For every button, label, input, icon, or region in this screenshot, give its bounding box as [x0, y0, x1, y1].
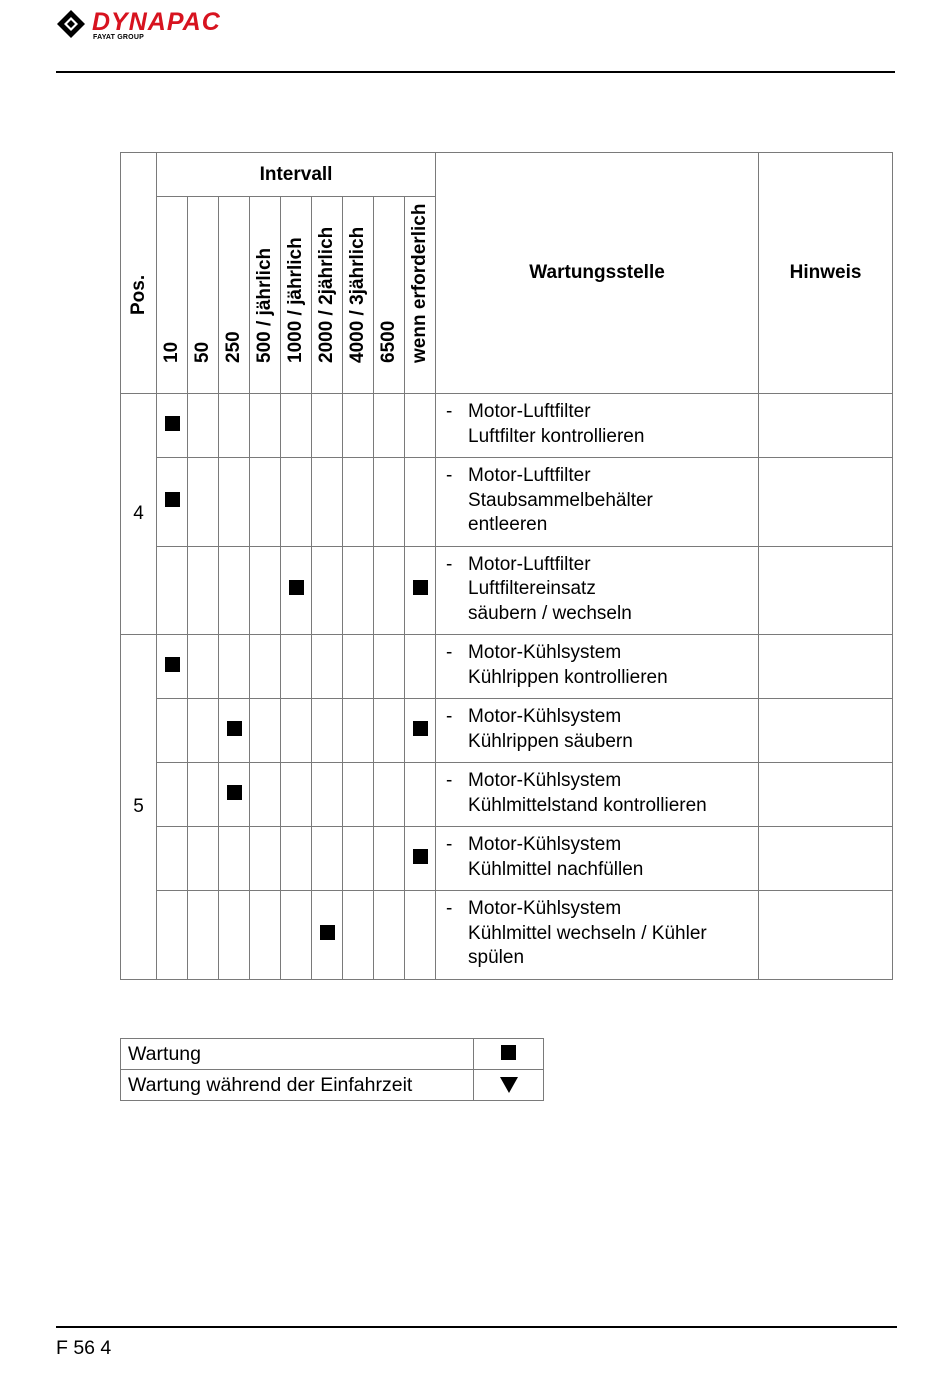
- interval-cell: [374, 891, 405, 980]
- interval-cell: [343, 763, 374, 827]
- interval-cell: [219, 699, 250, 763]
- interval-label: 50: [192, 341, 213, 363]
- service-point-cell: [436, 891, 759, 980]
- interval-cell: [157, 699, 188, 763]
- service-line: spülen: [468, 947, 525, 968]
- dynapac-logo-icon: [56, 9, 86, 39]
- interval-cell: [343, 458, 374, 547]
- table-row: [121, 458, 893, 547]
- interval-cell: [157, 635, 188, 699]
- interval-label: 6500: [378, 320, 399, 363]
- list-dash: -: [446, 642, 453, 663]
- list-dash: -: [446, 553, 453, 575]
- interval-cell: [374, 827, 405, 891]
- interval-cell: [312, 546, 343, 635]
- interval-cell: [157, 546, 188, 635]
- legend-row: [121, 1039, 544, 1070]
- interval-cell: [250, 699, 281, 763]
- brand-logo: [54, 6, 314, 46]
- legend-table: [120, 1038, 544, 1101]
- list-dash: -: [446, 706, 453, 727]
- service-title: Motor-Kühlsystem: [468, 770, 622, 791]
- interval-cell: [312, 699, 343, 763]
- interval-cell: [250, 635, 281, 699]
- legend-row: [121, 1070, 544, 1101]
- service-title: Motor-Kühlsystem: [468, 898, 622, 919]
- interval-cell: [281, 891, 312, 980]
- pos-header-label: Pos.: [127, 274, 149, 315]
- interval-cell: [281, 394, 312, 458]
- note-cell: [759, 458, 893, 547]
- interval-cell: [343, 827, 374, 891]
- interval-cell: [312, 891, 343, 980]
- interval-cell: [374, 699, 405, 763]
- header-row: [121, 153, 893, 197]
- interval-cell: [312, 458, 343, 547]
- interval-cell: [219, 763, 250, 827]
- interval-cell: [281, 546, 312, 635]
- interval-cell: [374, 458, 405, 547]
- service-title: Motor-Kühlsystem: [468, 706, 622, 727]
- square-icon: [165, 657, 180, 672]
- brand-group: FAYAT GROUP: [93, 34, 144, 41]
- interval-cell: [343, 394, 374, 458]
- interval-cell: [188, 699, 219, 763]
- list-dash: -: [446, 465, 453, 486]
- interval-header: Intervall: [157, 153, 436, 197]
- square-icon: [413, 580, 428, 595]
- service-point-cell: [436, 827, 759, 891]
- interval-cell: [281, 458, 312, 547]
- service-point-text: [436, 394, 758, 457]
- table-row: [121, 546, 893, 635]
- legend-label: Wartung während der Einfahrzeit: [121, 1070, 474, 1101]
- interval-cell: [405, 827, 436, 891]
- square-icon: [227, 785, 242, 800]
- service-line: Kühlrippen säubern: [468, 730, 633, 752]
- interval-header-0: [157, 197, 188, 394]
- service-title: Motor-Luftfilter: [468, 465, 591, 486]
- legend-symbol: [474, 1070, 544, 1101]
- interval-cell: [343, 635, 374, 699]
- interval-cell: [188, 891, 219, 980]
- square-icon: [413, 721, 428, 736]
- note-cell: [759, 699, 893, 763]
- interval-cell: [188, 635, 219, 699]
- service-line: säubern / wechseln: [468, 602, 632, 624]
- interval-label: 2000 / 2jährlich: [316, 226, 337, 363]
- interval-cell: [188, 763, 219, 827]
- table-row: [121, 394, 893, 458]
- service-point-text: [436, 763, 758, 826]
- service-title: Motor-Kühlsystem: [468, 834, 622, 855]
- square-icon: [320, 925, 335, 940]
- interval-cell: [219, 394, 250, 458]
- pos-cell: 4: [121, 394, 157, 635]
- square-icon: [413, 849, 428, 864]
- interval-cell: [281, 827, 312, 891]
- interval-cell: [250, 763, 281, 827]
- footer-rule: [56, 1326, 897, 1328]
- pos-header: [121, 153, 157, 394]
- interval-cell: [188, 394, 219, 458]
- note-cell: [759, 891, 893, 980]
- interval-cell: [374, 394, 405, 458]
- table-row: [121, 891, 893, 980]
- interval-cell: [250, 458, 281, 547]
- interval-cell: [219, 635, 250, 699]
- service-line: entleeren: [468, 514, 548, 535]
- service-point-cell: [436, 546, 759, 635]
- service-point-cell: [436, 763, 759, 827]
- interval-cell: [219, 458, 250, 547]
- interval-header-8: [405, 197, 436, 394]
- interval-cell: [250, 394, 281, 458]
- interval-cell: [250, 891, 281, 980]
- note-cell: [759, 635, 893, 699]
- note-cell: [759, 546, 893, 635]
- interval-header-3: [250, 197, 281, 394]
- service-point-text: [436, 699, 758, 762]
- interval-cell: [312, 394, 343, 458]
- interval-cell: [157, 394, 188, 458]
- interval-cell: [281, 763, 312, 827]
- service-line: Kühlmittel nachfüllen: [468, 858, 644, 880]
- service-point-cell: [436, 635, 759, 699]
- interval-cell: [219, 891, 250, 980]
- interval-cell: [188, 458, 219, 547]
- interval-label: 500 / jährlich: [254, 247, 275, 363]
- service-point-text: [436, 891, 758, 979]
- service-line: Kühlmittel wechseln / Kühler: [468, 922, 707, 944]
- square-icon: [227, 721, 242, 736]
- service-title: Motor-Luftfilter: [468, 401, 591, 422]
- square-icon: [165, 416, 180, 431]
- service-point-text: [436, 827, 758, 890]
- service-point-text: [436, 547, 758, 635]
- interval-cell: [405, 394, 436, 458]
- service-point-cell: [436, 699, 759, 763]
- interval-cell: [157, 763, 188, 827]
- interval-cell: [188, 827, 219, 891]
- service-point-text: [436, 458, 758, 546]
- interval-cell: [157, 458, 188, 547]
- square-icon: [289, 580, 304, 595]
- service-point-header: Wartungsstelle: [436, 153, 759, 394]
- brand-name: DYNAPAC: [92, 8, 221, 36]
- table-row: [121, 827, 893, 891]
- interval-cell: [343, 546, 374, 635]
- triangle-down-icon: [500, 1077, 518, 1093]
- pos-cell: 5: [121, 635, 157, 980]
- interval-cell: [312, 763, 343, 827]
- interval-header-5: [312, 197, 343, 394]
- interval-header-4: [281, 197, 312, 394]
- service-line: Staubsammelbehälter: [468, 489, 653, 511]
- list-dash: -: [446, 834, 453, 855]
- interval-cell: [343, 891, 374, 980]
- interval-cell: [405, 458, 436, 547]
- service-line: Kühlmittelstand kontrollieren: [468, 794, 707, 816]
- interval-cell: [188, 546, 219, 635]
- interval-cell: [405, 763, 436, 827]
- interval-cell: [281, 699, 312, 763]
- note-cell: [759, 394, 893, 458]
- square-icon: [165, 492, 180, 507]
- legend-symbol: [474, 1039, 544, 1070]
- service-line: Luftfilter kontrollieren: [468, 425, 645, 447]
- interval-cell: [374, 763, 405, 827]
- maintenance-table: [120, 152, 893, 980]
- service-title: Motor-Luftfilter: [468, 553, 591, 575]
- service-point-text: [436, 635, 758, 698]
- service-line: Luftfiltereinsatz: [468, 578, 596, 599]
- table-row: [121, 635, 893, 699]
- square-icon: [501, 1045, 516, 1060]
- service-line: Kühlrippen kontrollieren: [468, 666, 668, 688]
- interval-label: 1000 / jährlich: [285, 237, 306, 363]
- interval-cell: [405, 546, 436, 635]
- service-title: Motor-Kühlsystem: [468, 642, 622, 663]
- table-row: [121, 763, 893, 827]
- interval-header-1: [188, 197, 219, 394]
- interval-cell: [219, 827, 250, 891]
- note-cell: [759, 827, 893, 891]
- note-cell: [759, 763, 893, 827]
- interval-cell: [343, 699, 374, 763]
- interval-label: 250: [223, 331, 244, 363]
- interval-cell: [405, 699, 436, 763]
- interval-cell: [312, 827, 343, 891]
- interval-label: 4000 / 3jährlich: [347, 226, 368, 363]
- page-code: F 56 4: [56, 1337, 112, 1359]
- header-rule: [56, 71, 895, 73]
- service-point-cell: [436, 458, 759, 547]
- interval-header-2: [219, 197, 250, 394]
- interval-cell: [374, 635, 405, 699]
- interval-cell: [312, 635, 343, 699]
- interval-cell: [281, 635, 312, 699]
- note-header: Hinweis: [759, 153, 893, 394]
- table-row: [121, 699, 893, 763]
- interval-header-6: [343, 197, 374, 394]
- interval-cell: [250, 827, 281, 891]
- interval-cell: [157, 891, 188, 980]
- interval-cell: [250, 546, 281, 635]
- interval-label: wenn erforderlich: [409, 203, 431, 363]
- list-dash: -: [446, 770, 453, 791]
- interval-cell: [405, 635, 436, 699]
- list-dash: -: [446, 401, 453, 422]
- interval-cell: [219, 546, 250, 635]
- service-point-cell: [436, 394, 759, 458]
- interval-cell: [157, 827, 188, 891]
- interval-label: 10: [161, 341, 182, 363]
- interval-cell: [405, 891, 436, 980]
- list-dash: -: [446, 898, 453, 919]
- interval-header-7: [374, 197, 405, 394]
- legend-label: Wartung: [121, 1039, 474, 1070]
- interval-cell: [374, 546, 405, 635]
